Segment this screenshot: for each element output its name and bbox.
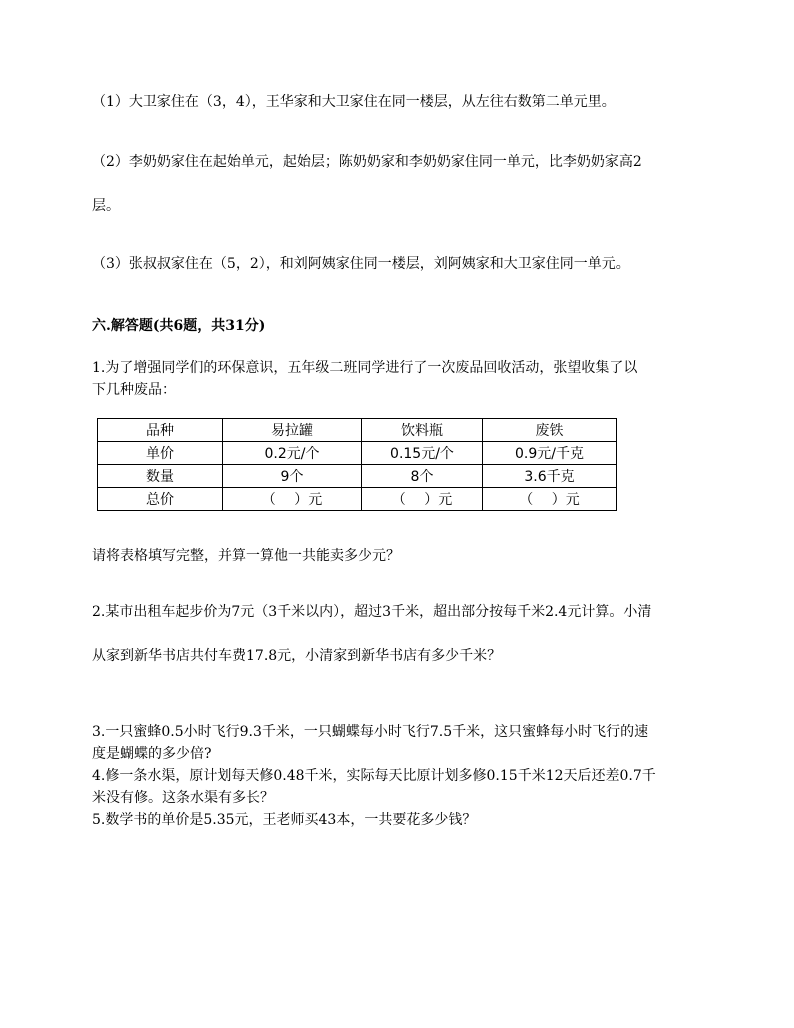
table-cell: 0.9元/千克: [483, 442, 617, 465]
item-2-line-1: （2）李奶奶家住在起始单元，起始层；陈奶奶家和李奶奶家住同一单元，比李奶奶家高2: [92, 154, 642, 170]
table-row: [98, 442, 617, 465]
item-2-line-2: 层。: [92, 198, 120, 214]
table-row: [98, 465, 617, 488]
item-1: （1）大卫家住在（3，4），王华家和大卫家住在同一楼层，从左往右数第二单元里。: [92, 94, 616, 110]
table-cell: 数量: [98, 465, 223, 488]
table-cell: 3.6千克: [483, 465, 617, 488]
table-cell: 饮料瓶: [362, 419, 483, 442]
question-1-prompt: 请将表格填写完整，并算一算他一共能卖多少元？: [92, 548, 400, 564]
table-cell: 0.15元/个: [362, 442, 483, 465]
table-cell: 品种: [98, 419, 223, 442]
table-row: [98, 488, 617, 511]
table-cell: 废铁: [483, 419, 617, 442]
table-cell: 单价: [98, 442, 223, 465]
question-3-line-2: 度是蝴蝶的多少倍?: [92, 746, 212, 762]
table-cell: 9个: [223, 465, 362, 488]
question-5: 5.数学书的单价是5.35元，王老师买43本，一共要花多少钱？: [92, 812, 477, 828]
question-1-line-1: 1.为了增强同学们的环保意识，五年级二班同学进行了一次废品回收活动，张望收集了以: [92, 360, 638, 376]
table-cell: 总价: [98, 488, 223, 511]
question-3-line-1: 3.一只蜜蜂0.5小时飞行9.3千米，一只蝴蝶每小时飞行7.5千米，这只蜜蜂每小时飞行的速: [92, 724, 649, 740]
item-3: （3）张叔叔家住在（5，2），和刘阿姨家住同一楼层，刘阿姨家和大卫家住同一单元。: [92, 256, 630, 272]
table-cell: 易拉罐: [223, 419, 362, 442]
table-cell: （ ）元: [223, 488, 362, 511]
table-cell: 8个: [362, 465, 483, 488]
question-1-line-2: 下几种废品：: [92, 382, 176, 398]
section-heading: 六.解答题(共6题，共31分): [92, 318, 266, 334]
price-table: [97, 418, 617, 511]
question-4-line-2: 米没有修。这条水渠有多长？: [92, 790, 274, 806]
table-cell: （ ）元: [483, 488, 617, 511]
table-cell: 0.2元/个: [223, 442, 362, 465]
table-cell: （ ）元: [362, 488, 483, 511]
question-2-line-1: 2.某市出租车起步价为7元（3千米以内），超过3千米，超出部分按每千米2.4元计算。小清: [92, 604, 652, 620]
table-row: [98, 419, 617, 442]
question-2-line-2: 从家到新华书店共付车费17.8元，小清家到新华书店有多少千米？: [92, 648, 502, 664]
question-4-line-1: 4.修一条水渠，原计划每天修0.48千米，实际每天比原计划多修0.15千米12天后还差0.7千: [92, 768, 656, 784]
